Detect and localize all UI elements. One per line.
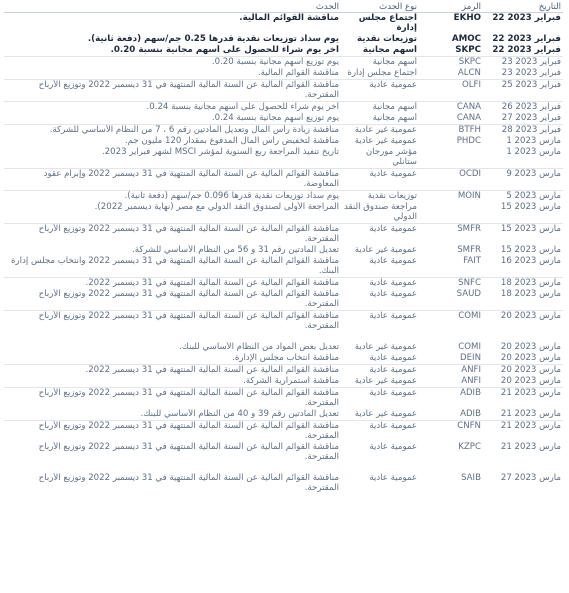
row-symbol-text: AMOC [451, 33, 481, 44]
row-date-text: 9 مارس 2023 [506, 168, 561, 179]
events-calendar-table [4, 0, 563, 494]
row-date [483, 147, 563, 168]
row-event-text: يوم سداد توزيعات نقدية قدرها 0.096 جم/سهم (دفعة ثانية). [124, 190, 339, 201]
table-row [4, 442, 563, 473]
row-event-type-text: مراجعة صندوق النقد الدولي [344, 201, 417, 223]
table-row [4, 34, 563, 45]
row-symbol [419, 473, 483, 494]
row-event [4, 190, 341, 202]
table-row [4, 289, 563, 311]
row-date [483, 190, 563, 202]
row-symbol [419, 277, 483, 289]
row-event-text: مناقشة القوائم المالية. [239, 13, 339, 23]
row-event-text: مناقشة القوائم المالية عن السنة المالية المنتهية في 31 ديسمبر 2022 وتوزيع الأرباح المقترحة. [38, 387, 339, 409]
row-date-text: 1 مارس 2023 [506, 146, 561, 157]
row-date [483, 256, 563, 278]
table-row [4, 136, 563, 147]
row-symbol-text: ANFI [461, 375, 481, 386]
row-event-text: مناقشة القوائم المالية عن السنة المالية المنتهية في 31 ديسمبر 2022. [85, 364, 339, 375]
row-event-type [341, 256, 419, 278]
row-symbol-text: DEIN [459, 352, 481, 363]
row-event [4, 79, 341, 101]
row-symbol [419, 136, 483, 147]
row-event-type [341, 442, 419, 473]
row-event-type [341, 310, 419, 342]
table-row [4, 364, 563, 376]
table-row [4, 13, 563, 34]
row-date-text: 22 فبراير 2023 [492, 44, 561, 55]
row-event [4, 473, 341, 494]
row-symbol-text: ANFI [461, 364, 481, 375]
row-symbol-text: SAUD [456, 288, 481, 299]
row-event-text: مناقشة القوائم المالية عن السنة المالية المنتهية في 31 ديسمبر 2022 وتوزيع الأرباح المقترحة. [38, 79, 339, 101]
header-date: التاريخ [483, 0, 563, 13]
table-row [4, 473, 563, 494]
row-event [4, 409, 341, 421]
row-date [483, 277, 563, 289]
row-event-type-text: عمومية غير عادية [354, 341, 417, 352]
row-symbol [419, 56, 483, 68]
table-row [4, 245, 563, 256]
header-event-type: نوع الحدث [341, 0, 419, 13]
row-event [4, 202, 341, 224]
row-event-text: مناقشة استمرارية الشركة. [243, 375, 339, 386]
row-symbol-text: BTFH [458, 124, 481, 135]
row-symbol [419, 68, 483, 80]
row-date-text: 28 فبراير 2023 [501, 124, 561, 135]
row-symbol [419, 223, 483, 245]
table-row [4, 353, 563, 365]
row-event-type-text: عمومية عادية [369, 420, 417, 431]
row-date-text: 15 مارس 2023 [500, 223, 561, 234]
row-symbol-text: COMI [458, 341, 481, 352]
row-event [4, 256, 341, 278]
table-row [4, 45, 563, 57]
row-event-type [341, 342, 419, 353]
row-event-text: أخر يوم شراء للحصول على أسهم مجانية بنسبة 0.24. [146, 101, 339, 112]
table-row [4, 342, 563, 353]
row-symbol-text: OCDI [459, 168, 481, 179]
row-event-type-text: عمومية عادية [369, 168, 417, 179]
table-row [4, 277, 563, 289]
row-symbol-text: ADIB [460, 387, 481, 398]
row-date [483, 387, 563, 409]
row-symbol-text: CNFN [457, 420, 481, 431]
row-event-type [341, 34, 419, 45]
row-date [483, 364, 563, 376]
row-date-text: 23 فبراير 2023 [501, 67, 561, 78]
row-event-type-text: عمومية عادية [369, 441, 417, 452]
row-date-text: 21 مارس 2023 [500, 387, 561, 398]
row-event [4, 45, 341, 57]
row-event-type [341, 190, 419, 202]
row-event-type-text: أسهم مجانية [372, 101, 417, 112]
row-event-text: أخر يوم شراء للحصول على أسهم مجانية بنسبة 0.20. [110, 44, 339, 55]
table-body [4, 13, 563, 494]
row-event-type [341, 364, 419, 376]
row-event [4, 68, 341, 80]
table-row [4, 202, 563, 224]
row-symbol-text: EKHO [453, 13, 481, 23]
row-date [483, 79, 563, 101]
row-date [483, 223, 563, 245]
row-date [483, 168, 563, 190]
row-event-text: مناقشة القوائم المالية عن السنة المالية المنتهية في 31 ديسمبر 2022 وتوزيع الأرباح المقترحة. [38, 472, 339, 494]
row-symbol [419, 409, 483, 421]
row-date [483, 124, 563, 136]
row-event-type-text: عمومية غير عادية [354, 408, 417, 419]
row-event-text: المراجعة الأولى لصندوق النقد الدولي مع مصر (نهاية ديسمبر 2022). [94, 201, 339, 212]
row-event-type [341, 168, 419, 190]
row-event-text: مناقشة القوائم المالية عن السنة المالية المنتهية في 31 ديسمبر 2022 وتوزيع الأرباح المقترحة. [38, 310, 339, 332]
row-event-type-text: عمومية عادية [369, 310, 417, 321]
row-event-type-text: توزيعات نقدية [357, 33, 417, 44]
row-date [483, 409, 563, 421]
row-date-text: 23 فبراير 2023 [501, 56, 561, 67]
row-date-text: 26 فبراير 2023 [501, 101, 561, 112]
table-row [4, 420, 563, 442]
row-event-type-text: عمومية عادية [369, 288, 417, 299]
table-row [4, 387, 563, 409]
row-symbol-text: SKPC [458, 56, 481, 67]
row-symbol-text: KZPC [458, 441, 481, 452]
row-event-type [341, 387, 419, 409]
row-symbol [419, 124, 483, 136]
row-event-type [341, 113, 419, 125]
row-event-text: مناقشة القوائم المالية. [257, 67, 339, 78]
row-date [483, 136, 563, 147]
row-event [4, 245, 341, 256]
row-symbol [419, 168, 483, 190]
row-date [483, 113, 563, 125]
row-date-text: 15 مارس 2023 [500, 244, 561, 255]
row-symbol-text: FAIT [463, 255, 481, 266]
row-date-text: 21 مارس 2023 [500, 441, 561, 452]
row-event-text: مناقشة القوائم المالية عن السنة المالية المنتهية في 31 ديسمبر 2022 وتوزيع الأرباح المقترحة. [38, 288, 339, 310]
row-date [483, 420, 563, 442]
row-event [4, 34, 341, 45]
table-row [4, 113, 563, 125]
row-date [483, 442, 563, 473]
row-event-type [341, 147, 419, 168]
row-event-text: مناقشة لتخفيض رأس المال المدفوع بمقدار 120 مليون جم. [124, 135, 339, 146]
row-symbol [419, 190, 483, 202]
row-event-text: مناقشة القوائم المالية عن السنة المالية المنتهية في 31 ديسمبر 2022 وتوزيع الأرباح المقترحة. [38, 420, 339, 442]
row-event [4, 364, 341, 376]
row-event-type-text: أسهم مجانية [372, 56, 417, 67]
row-event [4, 223, 341, 245]
row-event [4, 13, 341, 34]
row-event [4, 277, 341, 289]
row-symbol [419, 342, 483, 353]
row-date [483, 473, 563, 494]
row-event-text: يوم سداد توزيعات نقدية قدرها 0.25 جم/سهم (دفعة ثانية). [87, 33, 339, 44]
row-date-text: 27 فبراير 2023 [501, 112, 561, 123]
table-row [4, 79, 563, 101]
row-date [483, 101, 563, 113]
row-event-type [341, 289, 419, 311]
row-event-type [341, 13, 419, 34]
row-date [483, 13, 563, 34]
row-event-text: مناقشة زيادة رأس المال وتعديل المادتين رقم 6 ، 7 من النظام الأساسي للشركة. [49, 124, 339, 135]
header-event: الحدث [4, 0, 341, 13]
table-row [4, 376, 563, 388]
row-event-text: مناقشة القوائم المالية عن السنة المالية المنتهية في 31 ديسمبر 2022. [85, 277, 339, 288]
row-date-text: 20 مارس 2023 [500, 341, 561, 352]
row-event-type [341, 420, 419, 442]
row-date-text: 22 فبراير 2023 [492, 13, 561, 23]
row-symbol [419, 13, 483, 34]
row-symbol-text: CANA [456, 101, 481, 112]
row-symbol-text: CANA [456, 112, 481, 123]
row-date [483, 34, 563, 45]
row-date-text: 18 مارس 2023 [500, 288, 561, 299]
row-symbol-text: SKPC [455, 44, 481, 55]
row-symbol [419, 353, 483, 365]
row-event-text: مناقشة انتخاب مجلس الإدارة. [232, 352, 339, 363]
row-event-text: يوم توزيع أسهم مجانية بنسبة 0.20. [211, 56, 339, 67]
row-event-type-text: عمومية عادية [369, 352, 417, 363]
row-symbol [419, 256, 483, 278]
row-date [483, 56, 563, 68]
row-date-text: 5 مارس 2023 [506, 190, 561, 201]
row-symbol [419, 376, 483, 388]
row-symbol [419, 45, 483, 57]
row-event-type-text: اجتماع مجلس إدارة [358, 13, 417, 34]
row-date [483, 289, 563, 311]
row-event [4, 56, 341, 68]
row-event-text: مناقشة القوائم المالية عن السنة المالية المنتهية في 31 ديسمبر 2022 وإبرام عقود المعاوضة. [43, 168, 339, 190]
row-event [4, 376, 341, 388]
row-date-text: 21 مارس 2023 [500, 420, 561, 431]
row-date-text: 20 مارس 2023 [500, 375, 561, 386]
row-event-type [341, 353, 419, 365]
row-date [483, 68, 563, 80]
row-date-text: 1 مارس 2023 [506, 135, 561, 146]
row-event-type [341, 473, 419, 494]
table-row [4, 256, 563, 278]
row-symbol [419, 310, 483, 342]
row-event-type [341, 223, 419, 245]
row-event-type [341, 45, 419, 57]
row-date [483, 245, 563, 256]
table-row [4, 168, 563, 190]
row-symbol [419, 147, 483, 168]
row-event-type [341, 79, 419, 101]
table-row [4, 101, 563, 113]
row-symbol [419, 387, 483, 409]
row-event-type [341, 245, 419, 256]
table-row [4, 147, 563, 168]
row-event-type-text: عمومية غير عادية [354, 124, 417, 135]
row-symbol-text: SAIB [461, 472, 481, 483]
row-event-type-text: عمومية غير عادية [354, 135, 417, 146]
table-row [4, 409, 563, 421]
row-event-type [341, 124, 419, 136]
row-event-type-text: عمومية عادية [369, 223, 417, 234]
row-event-type-text: عمومية غير عادية [354, 244, 417, 255]
row-date-text: 18 مارس 2023 [500, 277, 561, 288]
row-event-type-text: أسهم مجانية [362, 44, 417, 55]
table-row [4, 56, 563, 68]
row-event-type [341, 68, 419, 80]
row-event [4, 342, 341, 353]
row-event-text: مناقشة القوائم المالية عن السنة المالية المنتهية في 31 ديسمبر 2022 وتوزيع الأرباح المقترحة. [38, 223, 339, 245]
row-event [4, 442, 341, 473]
table-row [4, 68, 563, 80]
row-symbol [419, 79, 483, 101]
row-event-type [341, 409, 419, 421]
row-symbol-text: SMFR [457, 223, 481, 234]
row-symbol [419, 364, 483, 376]
row-event-type [341, 101, 419, 113]
table-row [4, 190, 563, 202]
row-symbol [419, 113, 483, 125]
row-date-text: 25 فبراير 2023 [501, 79, 561, 90]
row-event [4, 136, 341, 147]
row-date [483, 310, 563, 342]
row-event-text: تعديل المادتين رقم 31 و 56 من النظام الأساسي للشركة. [131, 244, 339, 255]
row-event [4, 289, 341, 311]
row-event-type-text: عمومية عادية [369, 277, 417, 288]
row-event [4, 113, 341, 125]
row-event-type-text: عمومية عادية [369, 255, 417, 266]
row-symbol-text: PHDC [456, 135, 481, 146]
row-date [483, 342, 563, 353]
row-symbol-text: COMI [458, 310, 481, 321]
row-date-text: 20 مارس 2023 [500, 364, 561, 375]
row-event-text: تعديل المادتين رقم 39 و 40 من النظام الأساسي للبنك. [140, 408, 339, 419]
row-event-type [341, 136, 419, 147]
row-event [4, 147, 341, 168]
row-event-text: مناقشة القوائم المالية عن السنة المالية المنتهية في 31 ديسمبر 2022 وتوزيع الأرباح المقترحة. [38, 441, 339, 463]
row-event-text: يوم توزيع أسهم مجانية بنسبة 0.24. [211, 112, 339, 123]
row-event-text: تعديل بعض المواد من النظام الأساسي للبنك. [179, 341, 339, 352]
row-symbol [419, 101, 483, 113]
row-date-text: 22 فبراير 2023 [492, 33, 561, 44]
row-event [4, 124, 341, 136]
row-event [4, 420, 341, 442]
row-event [4, 168, 341, 190]
row-event-text: مناقشة القوائم المالية عن السنة المالية المنتهية في 31 ديسمبر 2022 وانتخاب مجلس إدارة البنك. [11, 255, 339, 277]
row-event [4, 353, 341, 365]
row-event [4, 387, 341, 409]
row-event-type [341, 56, 419, 68]
row-event-type-text: أسهم مجانية [372, 112, 417, 123]
row-event-type [341, 202, 419, 224]
row-symbol [419, 34, 483, 45]
row-symbol [419, 245, 483, 256]
table-row [4, 310, 563, 342]
row-event-type-text: توزيعات نقدية [367, 190, 417, 201]
row-event-type-text: عمومية عادية [369, 364, 417, 375]
row-date [483, 45, 563, 57]
row-symbol-text: ALCN [457, 67, 481, 78]
table-row [4, 223, 563, 245]
table-header-row [4, 0, 563, 13]
row-symbol-text: OLFI [461, 79, 481, 90]
row-symbol [419, 420, 483, 442]
row-event-type-text: عمومية غير عادية [354, 375, 417, 386]
row-event-text: تاريخ تنفيذ المراجعة ربع السنوية لمؤشر MSCI لشهر فبراير 2023. [101, 146, 339, 157]
row-date-text: 15 مارس 2023 [500, 201, 561, 212]
row-date-text: 16 مارس 2023 [500, 255, 561, 266]
row-symbol [419, 442, 483, 473]
row-date [483, 202, 563, 224]
row-date-text: 20 مارس 2023 [500, 352, 561, 363]
row-event-type [341, 376, 419, 388]
row-date-text: 27 مارس 2023 [500, 472, 561, 483]
row-event [4, 310, 341, 342]
row-date-text: 21 مارس 2023 [500, 408, 561, 419]
row-symbol-text: MOIN [457, 190, 481, 201]
row-symbol-text: SNFC [458, 277, 481, 288]
row-date [483, 376, 563, 388]
row-event-type-text: عمومية عادية [369, 79, 417, 90]
row-date [483, 353, 563, 365]
table-row [4, 124, 563, 136]
row-symbol-text: SMFR [457, 244, 481, 255]
row-symbol [419, 289, 483, 311]
row-symbol [419, 202, 483, 224]
row-event-type-text: اجتماع مجلس إدارة [347, 67, 417, 78]
row-event-type-text: مؤشر مورجان ستانلي [365, 146, 417, 168]
row-symbol-text: ADIB [460, 408, 481, 419]
row-event-type-text: عمومية عادية [369, 387, 417, 398]
row-event [4, 101, 341, 113]
row-event-type-text: عمومية عادية [369, 472, 417, 483]
header-symbol: الرمز [419, 0, 483, 13]
row-event-type [341, 277, 419, 289]
row-date-text: 20 مارس 2023 [500, 310, 561, 321]
